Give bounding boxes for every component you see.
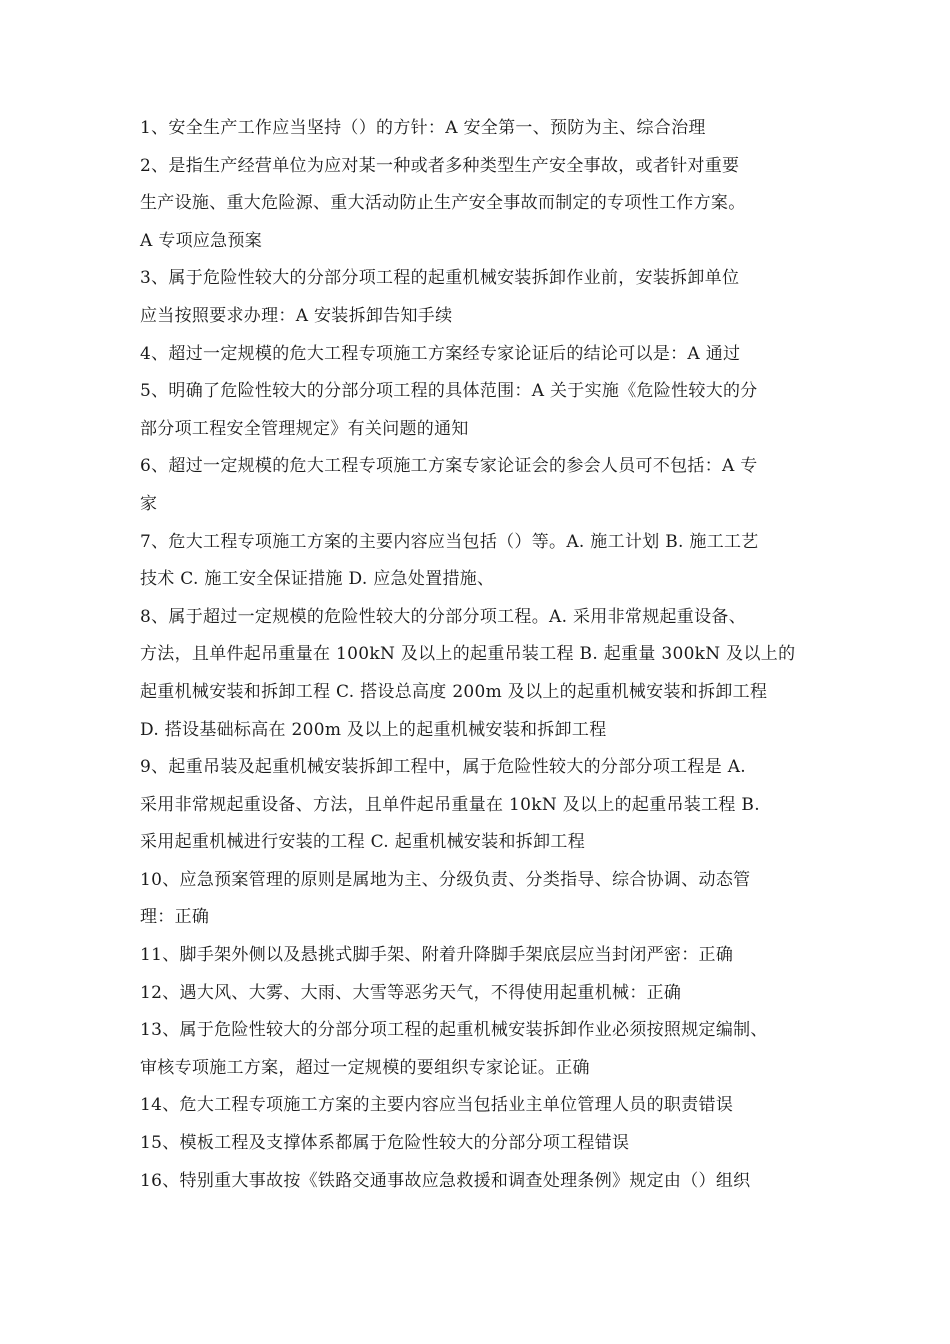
- text-line: 理：正确: [140, 907, 210, 928]
- text-line: 14、危大工程专项施工方案的主要内容应当包括业主单位管理人员的职责错误: [140, 1095, 734, 1116]
- text-line: 采用非常规起重设备、方法，且单件起吊重量在 10kN 及以上的起重吊装工程 B.: [140, 794, 760, 815]
- text-line: 4、超过一定规模的危大工程专项施工方案经专家论证后的结论可以是：A 通过: [140, 343, 741, 364]
- text-line: 部分项工程安全管理规定》有关问题的通知: [140, 418, 469, 439]
- text-line: 生产设施、重大危险源、重大活动防止生产安全事故而制定的专项性工作方案。: [140, 193, 746, 214]
- text-line: 方法，且单件起吊重量在 100kN 及以上的起重吊装工程 B. 起重量 300kN 及以上的: [140, 644, 796, 665]
- text-line: 13、属于危险性较大的分部分项工程的起重机械安装拆卸作业必须按照规定编制、: [140, 1020, 768, 1041]
- text-line: A 专项应急预案: [140, 230, 263, 251]
- text-line: 2、是指生产经营单位为应对某一种或者多种类型生产安全事故，或者针对重要: [140, 155, 740, 176]
- text-line: 家: [140, 493, 158, 514]
- text-line: 5、明确了危险性较大的分部分项工程的具体范围：A 关于实施《危险性较大的分: [140, 381, 758, 402]
- text-line: 6、超过一定规模的危大工程专项施工方案专家论证会的参会人员可不包括：A 专: [140, 456, 758, 477]
- text-line: 1、安全生产工作应当坚持（）的方针：A 安全第一、预防为主、综合治理: [140, 118, 706, 138]
- text-line: 8、属于超过一定规模的危险性较大的分部分项工程。A. 采用非常规起重设备、: [140, 606, 746, 627]
- text-line: 采用起重机械进行安装的工程 C. 起重机械安装和拆卸工程: [140, 832, 586, 853]
- text-line: 7、危大工程专项施工方案的主要内容应当包括（）等。A. 施工计划 B. 施工工艺: [140, 531, 759, 552]
- text-line: 3、属于危险性较大的分部分项工程的起重机械安装拆卸作业前，安装拆卸单位: [140, 268, 740, 289]
- text-line: 应当按照要求办理：A 安装拆卸告知手续: [140, 305, 453, 326]
- text-line: 16、特别重大事故按《铁路交通事故应急救援和调查处理条例》规定由（）组织: [140, 1170, 751, 1191]
- text-line: 审核专项施工方案，超过一定规模的要组织专家论证。正确: [140, 1057, 590, 1078]
- text-line: 15、模板工程及支撑体系都属于危险性较大的分部分项工程错误: [140, 1133, 630, 1154]
- text-line: 12、遇大风、大雾、大雨、大雪等恶劣天气，不得使用起重机械：正确: [140, 982, 682, 1003]
- text-line: 9、起重吊装及起重机械安装拆卸工程中，属于危险性较大的分部分项工程是 A.: [140, 757, 746, 778]
- text-line: 起重机械安装和拆卸工程 C. 搭设总高度 200m 及以上的起重机械安装和拆卸工程: [140, 681, 768, 702]
- text-line: D. 搭设基础标高在 200m 及以上的起重机械安装和拆卸工程: [140, 719, 607, 740]
- text-line: 技术 C. 施工安全保证措施 D. 应急处置措施、: [140, 569, 495, 590]
- document-body: [140, 110, 830, 1200]
- text-line: 10、应急预案管理的原则是属地为主、分级负责、分类指导、综合协调、动态管: [140, 869, 751, 890]
- text-line: 11、脚手架外侧以及悬挑式脚手架、附着升降脚手架底层应当封闭严密：正确: [140, 945, 734, 966]
